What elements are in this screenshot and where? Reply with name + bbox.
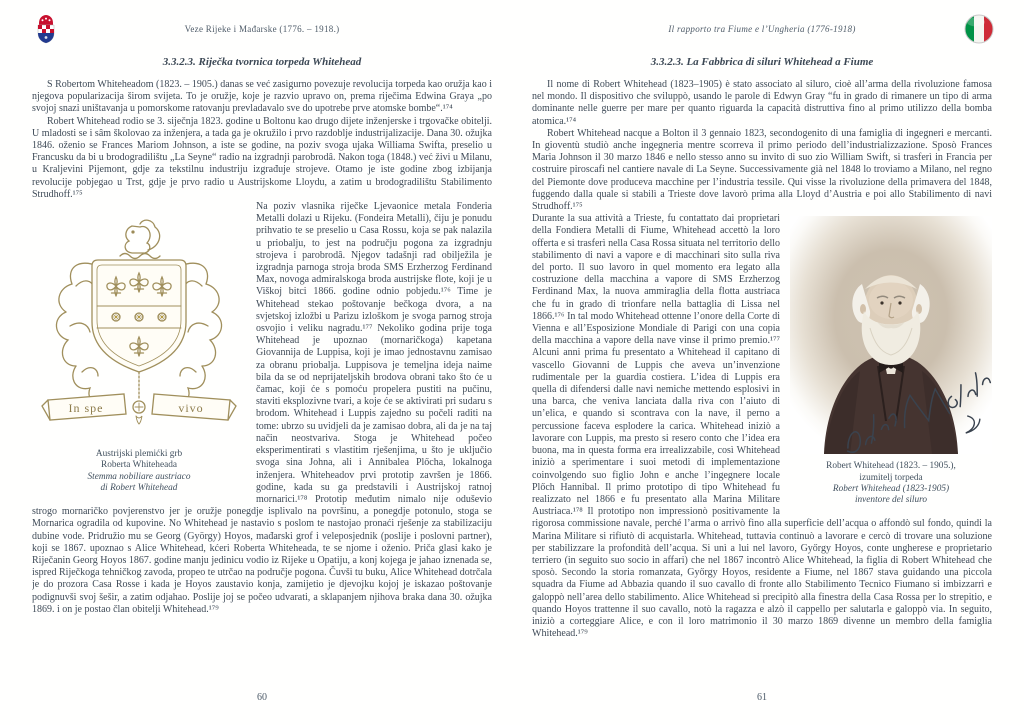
- portrait-caption: [790, 461, 992, 506]
- page-number-right: 61: [757, 692, 767, 703]
- motto-text-right: vivo: [178, 401, 204, 416]
- paragraph: S Robertom Whiteheadom (1823. – 1905.) danas se već zasigurno povezuje revolucija torpeda kao oružja kao i njegova popularizacija širom svijeta. To je oružje, koje je razvio upravo on, prema riječima Edwina Graya „po svojoj snazi uništavanja u pomorskome ratovanju prevladavalo sve do upotrebe prve atomske bombe“.¹⁷⁴: [32, 79, 492, 115]
- italy-flag-icon: [964, 14, 994, 44]
- figure-caption-line: di Robert Whitehead: [100, 482, 178, 493]
- coat-of-arms-figure: [32, 204, 246, 494]
- paragraph: Robert Whitehead nacque a Bolton il 3 gennaio 1823, secondogenito di una famiglia di ingegneri e mercanti. In gioventù studiò anche ingegneria mentre scorreva il primo periodo dell’industrializzazione. Sposò Frances Maria Johnson il 30 marzo 1846 e nello stesso anno su invito di suo zio William Swift, si trasferì in Francia per costruire piroscafi nel cantiere navale di La Seyne. Successivamente già nel 1848 lo troviamo a Milano, nel regno del Piemonte dove produceva macchine per l’industria tessile. Qui visse la rivoluzione della primavera del 1848, fuggendo dalla quale si stabilì a Trieste dove lavorò prima alla Lloyd d’Austria e poi allo Stabilimento di navi Strudhoff.¹⁷⁵: [532, 127, 992, 213]
- paragraph: Durante la sua attività a Trieste, fu contattato dai proprietari della Fondiera Metalli di Fiume, Whitehead accettò la loro offerta e si trasferì nella Casa Rossa situata nel territorio dello stabilimento di navi a vapore e di macchinari sito sulla riva del porto. Il suo lavoro in quel momento era legato alla costruzione della macchina a vapore di SMS Erzherzog Ferdinand Max, la nuova ammiraglia della flotta austriaca che fu in grado di trionfare nella battaglia di Lissa nel 1866.¹⁷⁶ In tal modo Whitehead ottenne l’onore della Corte di Vienna e all’Esposizione Mondiale di Parigi con una copia della macchina a vapore della nave vinse il primo premio.¹⁷⁷ Alcuni anni prima fu presentato a Whitehead il capitano di vascello Giovanni de Luppis che aveva un’invenzione rudimentale per la guardia costiera. L’idea di Luppis era quella di difendersi dalle navi nemiche mettendo esplosivi in una barca, che veniva lanciata dalla riva con l’aiuto di un’elica, e quando si scontrava con la nave, il perno a percussione faceva esplodere la carica. Whitehead iniziò a lavorare con Luppis, ma presto si resero conto che l’idea era buona, ma in questa forma era irrealizzabile, così Whitehead iniziò a sperimentare i suoi metodi di implementazione coinvolgendo suo figlio John e anche l’ingegnere locale Plőch Hannibal. Il primo prototipo di tipo Whitehead fu realizzato nel 1866 e fu presentato alla Marina Militare Austriaca.¹⁷⁸ Il prototipo non impressionò positivamente la rigorosa commissione navale, perché l’arma o arrivò fino alla superficie dell’acqua o affondò sul fondo, quindi la Marina Militare si rifiutò di acquistarla. Whitehead, tuttavia continuò a lavorare e cercò di trovare una soluzione per stabilizzare la profondità dell’acqua. Si unì a lui nel lavoro, Győrgy Hoyos, conte ungherese e proprietario terriero (in seguito suo socio in affari) che nel 1867 incontrò Alice Whitehead, la figlia di Robert Whitehead che sposò. Secondo la storia romanzata, Győrgy Hoyos, residente a Fiume, nel 1867 stava guidando una piccola squadra da Fiume ad Abbazia quando il suo cavallo di fronte allo Stabilimento Tecnico Fiumano si imbizzarrì e galoppò nell’area dello stabilimento. Alice Whitehead si precipitò alla finestra della Casa Rossa per lo strepitio, e quando Hoyos trattenne il suo cavallo, notò la ragazza e alzò il cappello per salutarla e galoppò via. In seguito, iniziò a corteggiare Alice, e con il loro matrimonio il 30 marzo 1869 divenne un membro della famiglia Whitehead.¹⁷⁹: [532, 213, 992, 640]
- robert-whitehead-portrait: [790, 216, 992, 454]
- left-section-title: 3.3.2.3. Riječka tvornica torpeda Whitehead: [162, 56, 362, 68]
- right-page: [532, 50, 992, 686]
- left-page: [32, 50, 492, 686]
- figure-caption-line: Stemma nobiliare austriaco: [87, 471, 191, 482]
- running-header-right: Il rapporto tra Fiume e l’Ungheria (1776-1918): [668, 24, 856, 34]
- figure-caption-line: Robert Whitehead (1823. – 1905.),: [826, 461, 956, 472]
- figure-caption-line: Austrijski plemićki grb: [95, 449, 183, 460]
- coat-of-arms-caption: [32, 449, 246, 494]
- figure-caption-line: inventore del siluro: [854, 495, 928, 506]
- running-header-left: Veze Rijeke i Mađarske (1776. – 1918.): [184, 24, 340, 34]
- figure-caption-line: izumitelj torpeda: [859, 472, 923, 483]
- paragraph: Na poziv vlasnika riječke Ljevaonice metala Fonderia Metalli dolazi u Rijeku. (Fondeira Metalli), čiju je ponudu prihvatio te se preselio u Casa Rossu, koja se pak nalazila u priobalju, to jest na području pogona za izgradnju strojeva i parobrodâ. Njegov tadašnji rad obilježila je izgradnja parnoga stroja broda SMS Erzherzog Ferdinand Max, novoga admiralskoga broda austrijske flote, koji je u Viškoj bitci 1866. godine odnio pobjedu.¹⁷⁶ Time je Whitehead stekao poštovanje bečkoga dvora, a na svjetskoj izložbi u Parizu izloškom je svoga parnog stroja osvojio i veliku nagradu.¹⁷⁷ Nekoliko godina prije toga Whitehead je upoznao (mornaričkoga) kapetana Giovannija de Luppisa, koji je imao jednostavnu zamisao za obranu priobalja. Luppisova je temeljna ideja naime bila da se od neprijateljskih brodova obrani tako što će u čamac, koji će s pomoću propelera pustiti na pučinu, staviti eksplozivne tvari, a koje će se aktivirati pri sudaru s brodom. Whitehead i Luppis zajedno su počeli raditi na tome: ubrzo su uvidjeli da je zamisao dobra, ali da je na taj način neostvariva. Stoga je Whitehead počeo eksperimentirati s vlastitim rješenjima, u što je uključio svoga sina Johna, ali i Annibalea Plőcha, lokalnoga inženjera. Whiteheadov prvi prototip završen je 1866. godine, kada su ga predstavili i Austrijskoj ratnoj mornarici.¹⁷⁸ Prototip međutim nimalo nije oduševio strogo mornaričko povjerenstvo jer je oružje ponegdje isplivalo na površinu, a ponegdje potonulo, stoga se Mornarica ogradila od kupovine. No Whitehead je nastavio s poslom te nastojao pronaći rješenje za stabilizaciju dubine vode. Pridružio mu se Georg (György) Hoyos, mađarski grof i veleposjednik (poslije i poslovni partner), koji se 1867. upoznao s Alice Whitehead, kćeri Roberta Whiteheada, te se njome i oženio. Priča glasi kako je Riječanin Georg Hoyos 1867. godine manju jedinicu vodio iz Rijeke u Opatiju, a konj kojega je jahao iznenada se, ispred Riječkoga tehničkog zavoda, propeo te utrčao na područje pogona. Čuvši tu buku, Alice Whitehead dotrčala je do prozora Casa Rosse i kada je Hoyos zaustavio konja, zamijetio je djevojku kojoj je iskazao poštovanje podignuvši svoj šešir, a zatim odjahao. Poslije joj se počeo udvarati, a sklapanjem njihova braka dana 30. ožujka 1869. i on je postao član obitelji Whitehead.¹⁷⁹: [32, 201, 492, 615]
- page-number-left: 60: [257, 692, 267, 703]
- portrait-figure: [790, 216, 992, 506]
- paragraph: Robert Whitehead rodio se 3. siječnja 1823. godine u Boltonu kao drugo dijete inženjerske i trgovačke obitelji. U mladosti se i sâm školovao za inženjera, a tada ga je okružilo i prvo razdoblje industrijalizacije. Dana 30. ožujka 1846. oženio se Frances Mariom Johnson, a iste se godine, na poziv svoga ujaka Williama Swifta, preselio u Francusku da bi u brodogradilištu „La Seyne“ radio na izgradnji parobrodâ. Nakon toga (1848.) već živi u Milanu, u Kraljevini Pijemont, gdje za tekstilnu industriju izgrađuje strojeve. Otamo je iste godine zbog izbijanja revolucije pobjegao u Trst, gdje je prvo radio u Austrijskome Lloydu, a zatim u brodogradilištu Stabilimento Strudhoff.¹⁷⁵: [32, 115, 492, 200]
- paragraph: Il nome di Robert Whitehead (1823–1905) è stato associato al siluro, cioè all’arma della rivoluzione famosa nel mondo. Il dispositivo che sviluppò, usando le parole di Edwyn Gray “fu in grado di rimanere un tipo di arma dominante nelle guerre per mare per quanto riguarda la capacità distruttiva fino al primo utilizzo della bomba atomica.¹⁷⁴: [532, 79, 992, 127]
- right-section-title: 3.3.2.3. La Fabbrica di siluri Whitehead a Fiume: [650, 56, 874, 68]
- figure-caption-line: Robert Whitehead (1823-1905): [832, 483, 950, 494]
- motto-text-left: In spe: [68, 401, 104, 416]
- figure-caption-line: Roberta Whiteheada: [101, 460, 177, 471]
- coat-of-arms-illustration: [32, 204, 246, 442]
